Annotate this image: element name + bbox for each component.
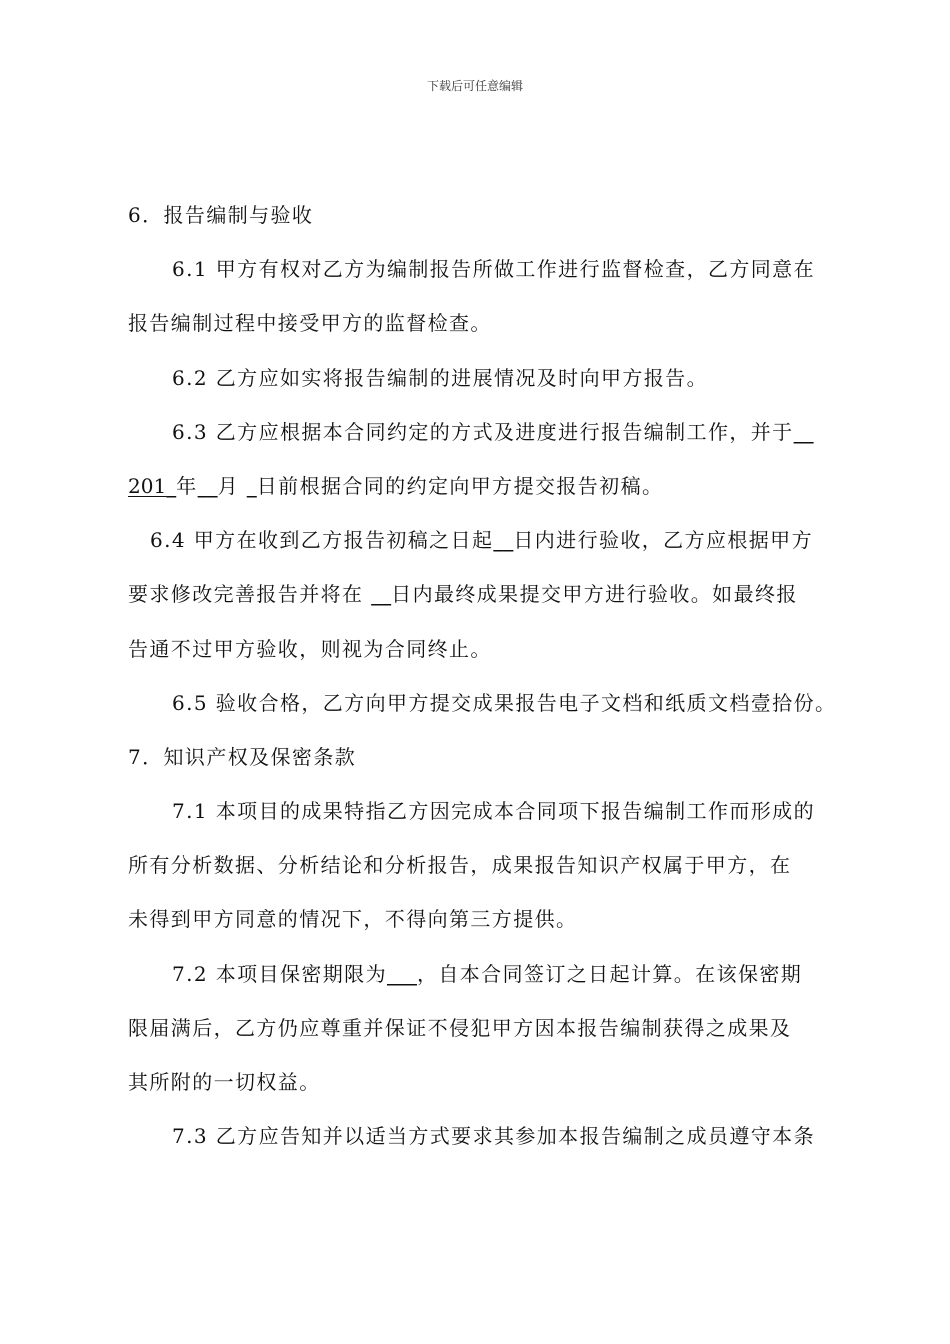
clause-6-1-line-1: 6.1 甲方有权对乙方为编制报告所做工作进行监督检查，乙方同意在 — [172, 257, 815, 282]
clause-6-4-line-1 — [128, 525, 848, 579]
blank-field: _ — [246, 473, 257, 498]
blank-field: __ — [371, 582, 392, 607]
blank-field: __ — [197, 473, 218, 498]
year-field: 201 — [128, 473, 167, 498]
clause-7-2-line-2: 限届满后，乙方仍应尊重并保证不侵犯甲方因本报告编制获得之成果及 — [128, 1015, 792, 1040]
section-heading-6: 6．报告编制与验收 — [128, 203, 314, 227]
clause-6-4-text-2: 要求修改完善报告并将在 — [128, 582, 372, 607]
clause-7-1-line-2: 所有分析数据、分析结论和分析报告，成果报告知识产权属于甲方，在 — [128, 853, 792, 878]
clause-6-5: 6.5 验收合格，乙方向甲方提交成果报告电子文档和纸质文档壹拾份。 — [172, 690, 837, 715]
blank-field: ___ — [386, 961, 417, 986]
clause-6-3-text: 6.3 乙方应根据本合同约定的方式及进度进行报告编制工作，并于 — [172, 419, 794, 444]
clause-7-2-line-3: 其所附的一切权益。 — [128, 1070, 321, 1094]
page-header: 下载后可任意编辑 — [426, 79, 523, 93]
clause-6-2: 6.2 乙方应如实将报告编制的进展情况及时向甲方报告。 — [172, 365, 708, 390]
section-heading-7: 7．知识产权及保密条款 — [128, 744, 357, 769]
month-label: 月 — [217, 473, 247, 498]
blank-field: __ — [793, 419, 814, 444]
clause-7-1-line-3: 未得到甲方同意的情况下，不得向第三方提供。 — [128, 907, 578, 932]
blank-field: __ — [493, 528, 514, 553]
clause-6-4-line-3: 告通不过甲方验收，则视为合同终止。 — [128, 636, 492, 661]
clause-7-2-text-cont: ，自本合同签订之日起计算。在该保密期 — [416, 961, 803, 986]
clause-7-2-line-1 — [128, 959, 848, 1013]
clause-6-4-line-2 — [128, 579, 848, 633]
clause-6-3-line-1 — [128, 417, 848, 471]
clause-6-4-text-cont: 日内进行验收，乙方应根据甲方 — [513, 528, 813, 553]
clause-6-4-text: 6.4 甲方在收到乙方报告初稿之日起 — [150, 528, 494, 553]
blank-field: _ — [166, 473, 177, 498]
clause-7-2-text: 7.2 本项目保密期限为 — [172, 961, 387, 986]
document-body — [128, 200, 848, 1165]
clause-7-3-line-1: 7.3 乙方应告知并以适当方式要求其参加本报告编制之成员遵守本条 — [172, 1124, 815, 1149]
clause-6-1-line-2: 报告编制过程中接受甲方的监督检查。 — [128, 311, 492, 336]
year-label: 年 — [176, 473, 198, 498]
clause-6-4-text-2-cont: 日内最终成果提交甲方进行验收。如最终报 — [391, 582, 798, 607]
clause-7-1-line-1: 7.1 本项目的成果特指乙方因完成本合同项下报告编制工作而形成的 — [172, 799, 815, 824]
clause-6-3-line-2 — [128, 471, 848, 525]
clause-6-3-text-end: 日前根据合同的约定向甲方提交报告初稿。 — [256, 473, 664, 498]
